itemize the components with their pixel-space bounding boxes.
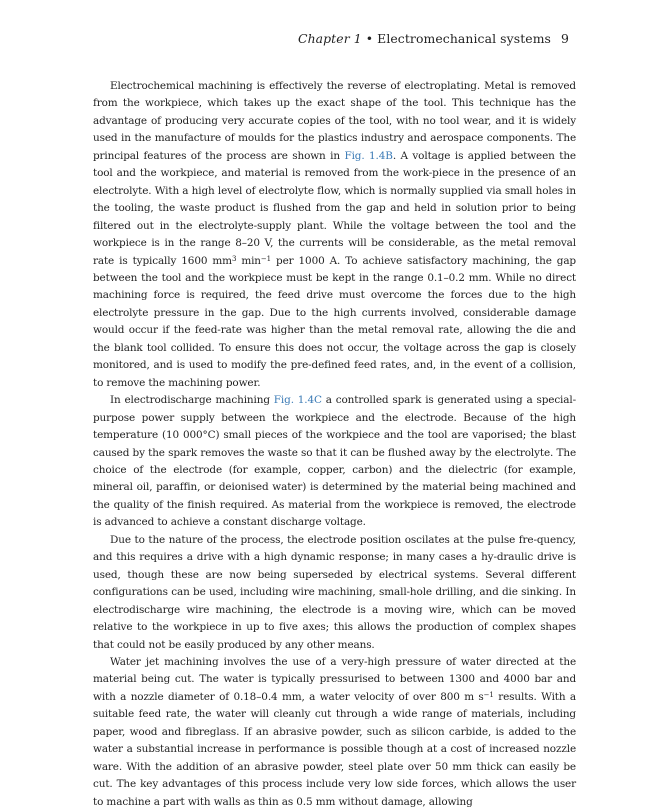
chapter-title: Electromechanical systems	[377, 31, 552, 46]
running-header	[298, 31, 569, 46]
header-bullet: •	[365, 31, 374, 46]
page-number: 9	[561, 31, 569, 46]
paragraph-water-jet: Water jet machining involves the use of a very-high pressure of water directed at the material being cut. The water is typically pressurised to between 1300 and 4000 bar and with a nozzle diameter of 0.18–0.4 mm, a water velocity of over 800 m $s^{-1}$ results. With a suitable feed rate, the water will cleanly cut through a wide range of materials, including paper, wood and fibreglass. If an abrasive powder, such as silicon carbide, is added to the water a substantial increase in performance is possible though at a cost of increased nozzle ware. With the addition of an abrasive powder, steel plate over 50 mm thick can easily be cut. The key advantages of this process include very low side forces, which allows the user to machine a part with walls as thin as 0.5 mm without damage, allowing	[93, 655, 577, 808]
paragraph-electrode-oscillation: Due to the nature of the process, the electrode position oscilates at the pulse fre-quency, and this requires a drive with a high dynamic response; in many cases a hy-draulic drive is used, though these are now being superseded by electrical systems. Several different configurations can be used, including wire machining, small-hole drilling, and die sinking. In electrodischarge wire machining, the electrode is a moving wire, which can be moved relative to the workpiece in up to five axes; this allows the production of complex shapes that could not be easily produced by any other means.	[93, 533, 576, 651]
paragraph-electrodischarge: In electrodischarge machining Fig. 1.4C a controlled spark is generated using a special-purpose power supply between the workpiece and the electrode. Because of the high temperature (10 000°C) small pieces of the workpiece and the tool are vaporised; the blast caused by the spark removes the waste so that it can be flushed away by the electrolyte. The choice of the electrode (for example, copper, carbon) and the dielectric (for example, mineral oil, paraffin, or deionised water) is determined by the material being machined and the quality of the finish required. As material from the workpiece is removed, the electrode is advanced to achieve a constant discharge voltage.	[93, 394, 577, 529]
chapter-label: Chapter 1	[298, 31, 362, 46]
paragraph-electrochemical: Electrochemical machining is effectively the reverse of electroplating. Metal is removed from the workpiece, which takes up the exact shape of the tool. This technique has the advantage of producing very accurate copies of the tool, with no tool wear, and it is widely used in the manufacture of moulds for the plastics industry and aerospace components. The principal features of the process are shown in Fig. 1.4B. A voltage is applied between the tool and the workpiece, and material is removed from the work-piece in the presence of an electrolyte. With a high level of electrolyte flow, which is normally supplied via small holes in the tooling, the waste product is flushed from the gap and held in solution prior to being filtered out in the electrolyte-supply plant. While the voltage between the tool and the workpiece is in the range 8–20 V, the currents will be considerable, as the metal removal rate is typically 1600 $mm^3$ $\min^{-1}$ per 1000 A. To achieve satisfactory machining, the gap between the tool and the workpiece must be kept in the range 0.1–0.2 mm. While no direct machining force is required, the feed drive must overcome the forces due to the high electrolyte pressure in the gap. Due to the high currents involved, considerable damage would occur if the feed-rate was higher than the metal removal rate, allowing the die and the blank tool collided. To ensure this does not occur, the voltage across the gap is closely monitored, and is used to modify the pre-defined feed rates, and, in the event of a collision, to remove the machining power.	[93, 80, 576, 389]
body-text	[93, 78, 576, 811]
figure-link-1-4c[interactable]: Fig. 1.4C	[273, 394, 322, 407]
figure-link-1-4b[interactable]: Fig. 1.4B	[344, 149, 393, 162]
